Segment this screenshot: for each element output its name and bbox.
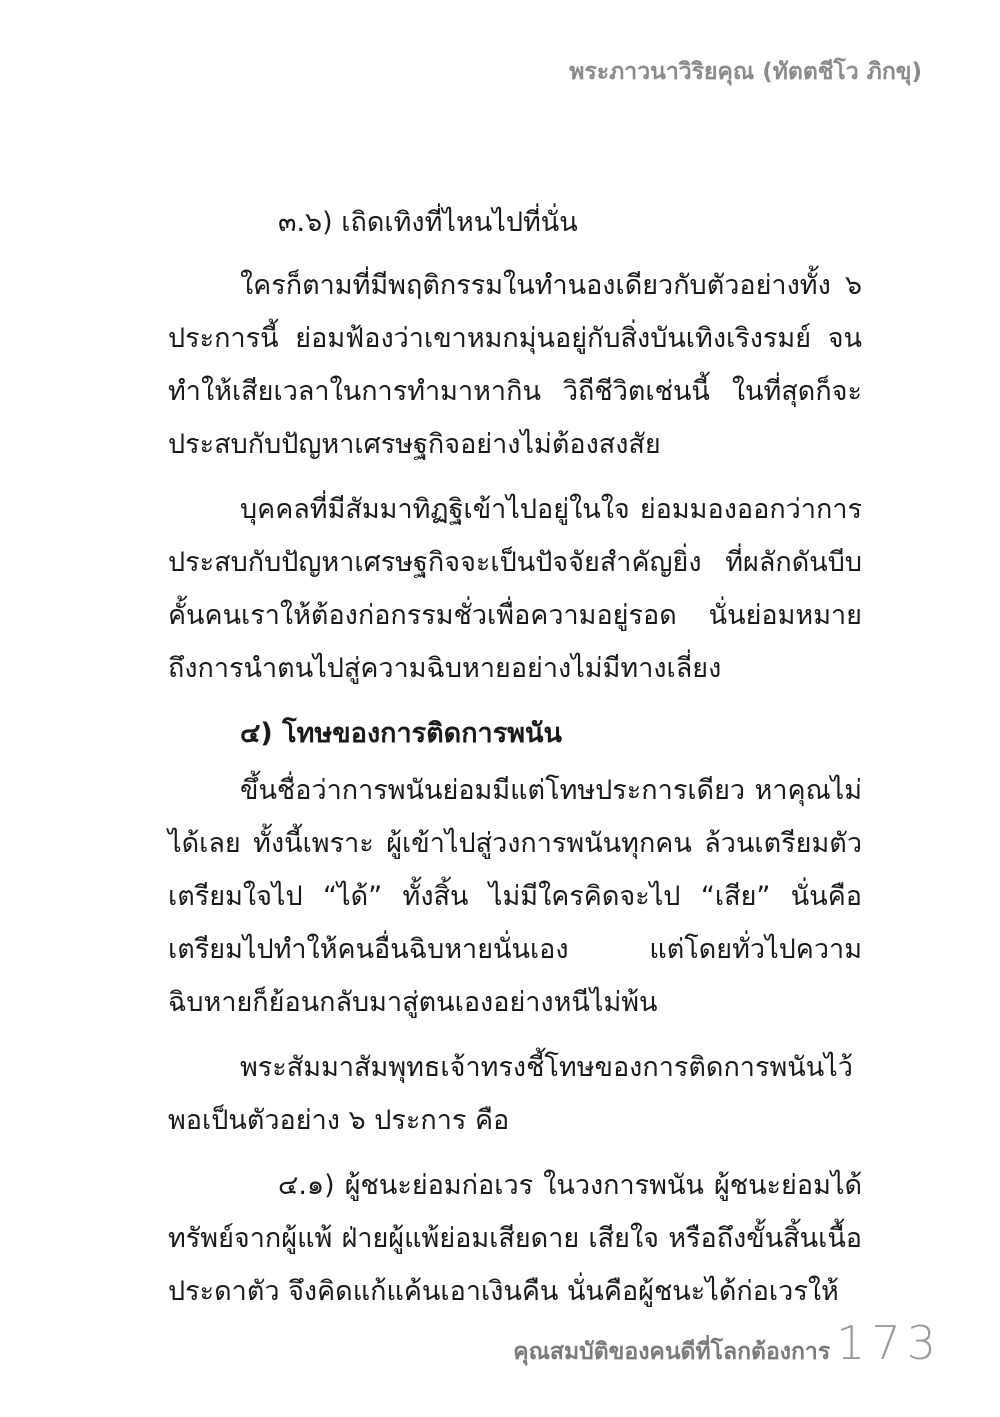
paragraph: บุคคลที่มีสัมมาทิฏฐิเข้าไปอยู่ในใจ ย่อมมองออกว่าการประสบกับปัญหาเศรษฐกิจจะเป็นปัจจัยสำคัญยิ่ง ที่ผลักดันบีบคั้นคนเราให้ต้องก่อกรรมชั่วเพื่อความอยู่รอด นั่นย่อมหมายถึงการนำตนไปสู่ความฉิบหายอย่างไม่มีทางเลี่ยง xyxy=(168,494,862,684)
running-header: พระภาวนาวิริยคุณ (ทัตตชีโว ภิกขุ) xyxy=(569,59,922,85)
paragraph: พระสัมมาสัมพุทธเจ้าทรงชี้โทษของการติดการพนันไว้พอเป็นตัวอย่าง ๖ ประการ คือ xyxy=(168,1052,853,1136)
body-text xyxy=(168,196,862,1318)
sub-heading-3-6: ๓.๖) เถิดเทิงที่ไหนไปที่นั่น xyxy=(278,207,578,238)
section-heading-4: ๔) โทษของการติดการพนัน xyxy=(240,718,562,749)
page-number: 173 xyxy=(836,1316,942,1370)
footer-book-title: คุณสมบัติของคนดีที่โลกต้องการ xyxy=(513,1339,831,1365)
page-footer xyxy=(513,1316,942,1370)
sub-item-4-1: ๔.๑) ผู้ชนะย่อมก่อเวร ในวงการพนัน ผู้ชนะย่อมได้ทรัพย์จากผู้แพ้ ฝ่ายผู้แพ้ย่อมเสียดาย เสียใจ หรือถึงขั้นสิ้นเนื้อประดาตัว จึงคิดแก้แค้นเอาเงินคืน นั่นคือผู้ชนะได้ก่อเวรให้ xyxy=(168,1170,862,1307)
paragraph: ใครก็ตามที่มีพฤติกรรมในทำนองเดียวกับตัวอย่างทั้ง ๖ ประการนี้ ย่อมฟ้องว่าเขาหมกมุ่นอยู่กับสิ่งบันเทิงเริงรมย์ จนทำให้เสียเวลาในการทำมาหากิน วิถีชีวิตเช่นนี้ ในที่สุดก็จะประสบกับปัญหาเศรษฐกิจอย่างไม่ต้องสงสัย xyxy=(168,270,862,460)
paragraph: ขึ้นชื่อว่าการพนันย่อมมีแต่โทษประการเดียว หาคุณไม่ได้เลย ทั้งนี้เพราะ ผู้เข้าไปสู่วงการพนันทุกคน ล้วนเตรียมตัวเตรียมใจไป “ได้” ทั้งสิ้น ไม่มีใครคิดจะไป “เสีย” นั่นคือเตรียมไปทำให้คนอื่นฉิบหายนั่นเอง แต่โดยทั่วไปความฉิบหายก็ย้อนกลับมาสู่ตนเองอย่างหนีไม่พ้น xyxy=(168,775,862,1018)
